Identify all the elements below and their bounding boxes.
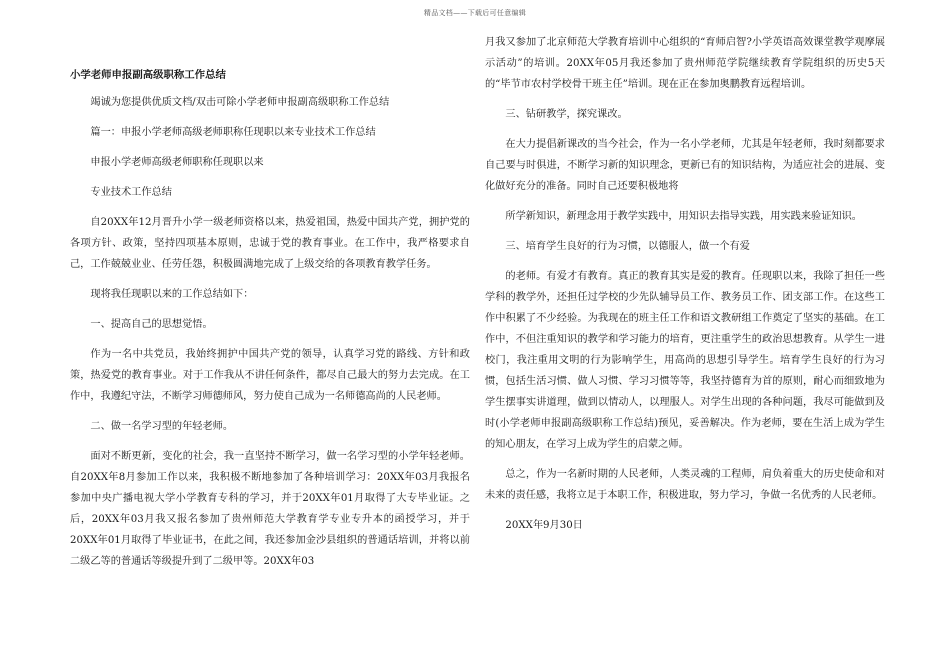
subtitle-line-2: 专业技术工作总结 <box>90 187 172 198</box>
paragraph-opening: 自20XX年12月晋升小学一级老师资格以来，热爱祖国，热爱中国共产党，拥护党的各项方针、政策，坚持四项基本原则，忠诚于党的教育事业。在工作中，我严格要求自己，工作兢兢业业、任劳任怨，积极圆满地完成了上级交给的各项教育教学任务。 <box>70 217 470 270</box>
page-header-note: 精品文档——下载后可任意编辑 <box>423 9 527 17</box>
section-heading-1: 一、提高自己的思想觉悟。 <box>90 319 213 330</box>
paragraph-section-2-continued: 月我又参加了北京师范大学教育培训中心组织的“育师启智?小学英语高效课堂教学观摩展示活动”的培训。20XX年05月我还参加了贵州师范学院继续教育学院组织的历史5天的“毕节市农村学校骨干班主任”培训。现在正在参加奥鹏教育远程培训。 <box>485 37 885 90</box>
subtitle-line-1: 申报小学老师高级老师职称任现职以来 <box>90 157 264 168</box>
right-column <box>485 32 885 545</box>
document-title: 小学老师申报副高级职称工作总结 <box>70 69 226 81</box>
paragraph-summary-intro: 现将我任现职以来的工作总结如下： <box>90 289 254 300</box>
document-date: 20XX年9月30日 <box>505 520 583 531</box>
section-heading-part-one: 篇一：申报小学老师高级老师职称任现职以来专业技术工作总结 <box>90 127 376 138</box>
section-heading-3: 三、钻研教学，探究课改。 <box>505 109 628 120</box>
paragraph-section-4: 的老师。有爱才有教育。真正的教育其实是爱的教育。任现职以来，我除了担任一些学科的教学外，还担任过学校的少先队辅导员工作、教务员工作、团支部工作。在这些工作中积累了不少经验。为我现在的班主任工作和语文教研组工作奠定了坚实的基础。在工作中，不但注重知识的教学和学习能力的培育，更注重学生的政治思想教育。从学生一进校门，我注重用文明的行为影响学生，用高尚的思想引导学生。培育学生良好的行为习惯，包括生活习惯、做人习惯、学习习惯等等，我坚持德育为首的原则，耐心而细致地为学生摆事实讲道理，做到以情动人，以理服人。对学生出现的各种问题，我尽可能做到及时(小学老师申报副高级职称工作总结)预见，妥善解决。作为老师，要在生活上成为学生的知心朋友，在学习上成为学生的启蒙之师。 <box>485 271 885 450</box>
intro-line: 竭诚为您提供优质文档/双击可除小学老师申报副高级职称工作总结 <box>90 97 390 108</box>
paragraph-section-3: 在大力提倡新课改的当今社会，作为一名小学老师，尤其是年轻老师，我时刻都要求自己要与时俱进，不断学习新的知识理念，更新已有的知识结构，为适应社会的进展、变化做好充分的准备。同时自己还要积极地将 <box>485 139 885 192</box>
paragraph-section-2: 面对不断更新，变化的社会，我一直坚持不断学习，做一名学习型的小学年轻老师。自20XX年8月参加工作以来，我积极不断地参加了各种培训学习：20XX年03月我报名参加中央广播电视大学小学教育专科的学习，并于20XX年01月取得了大专毕业证。之后，20XX年03月我又报名参加了贵州师范大学教育学专业专升本的函授学习，并于20XX年01月取得了毕业证书，在此之间，我还参加金沙县组织的普通话培训，并将以前二级乙等的普通话等级提升到了二级甲等。20XX年03 <box>70 451 470 567</box>
paragraph-section-3-continued: 所学新知识，新理念用于教学实践中，用知识去指导实践，用实践来验证知识。 <box>505 211 862 222</box>
paragraph-conclusion: 总之，作为一名新时期的人民老师，人类灵魂的工程师，肩负着重大的历史使命和对未来的责任感，我将立足于本职工作，积极进取，努力学习，争做一名优秀的人民老师。 <box>485 469 885 501</box>
section-heading-4: 三、培育学生良好的行为习惯，以德服人，做一个有爱 <box>505 241 750 252</box>
left-column <box>70 32 470 581</box>
paragraph-section-1: 作为一名中共党员，我始终拥护中国共产党的领导，认真学习党的路线、方针和政策，热爱党的教育事业。对于工作我从不讲任何条件，都尽自己最大的努力去完成。在工作中，我遵纪守法，不断学习师德师风，努力使自己成为一名师德高尚的人民老师。 <box>70 349 470 402</box>
section-heading-2: 二、做一名学习型的年轻老师。 <box>90 421 234 432</box>
